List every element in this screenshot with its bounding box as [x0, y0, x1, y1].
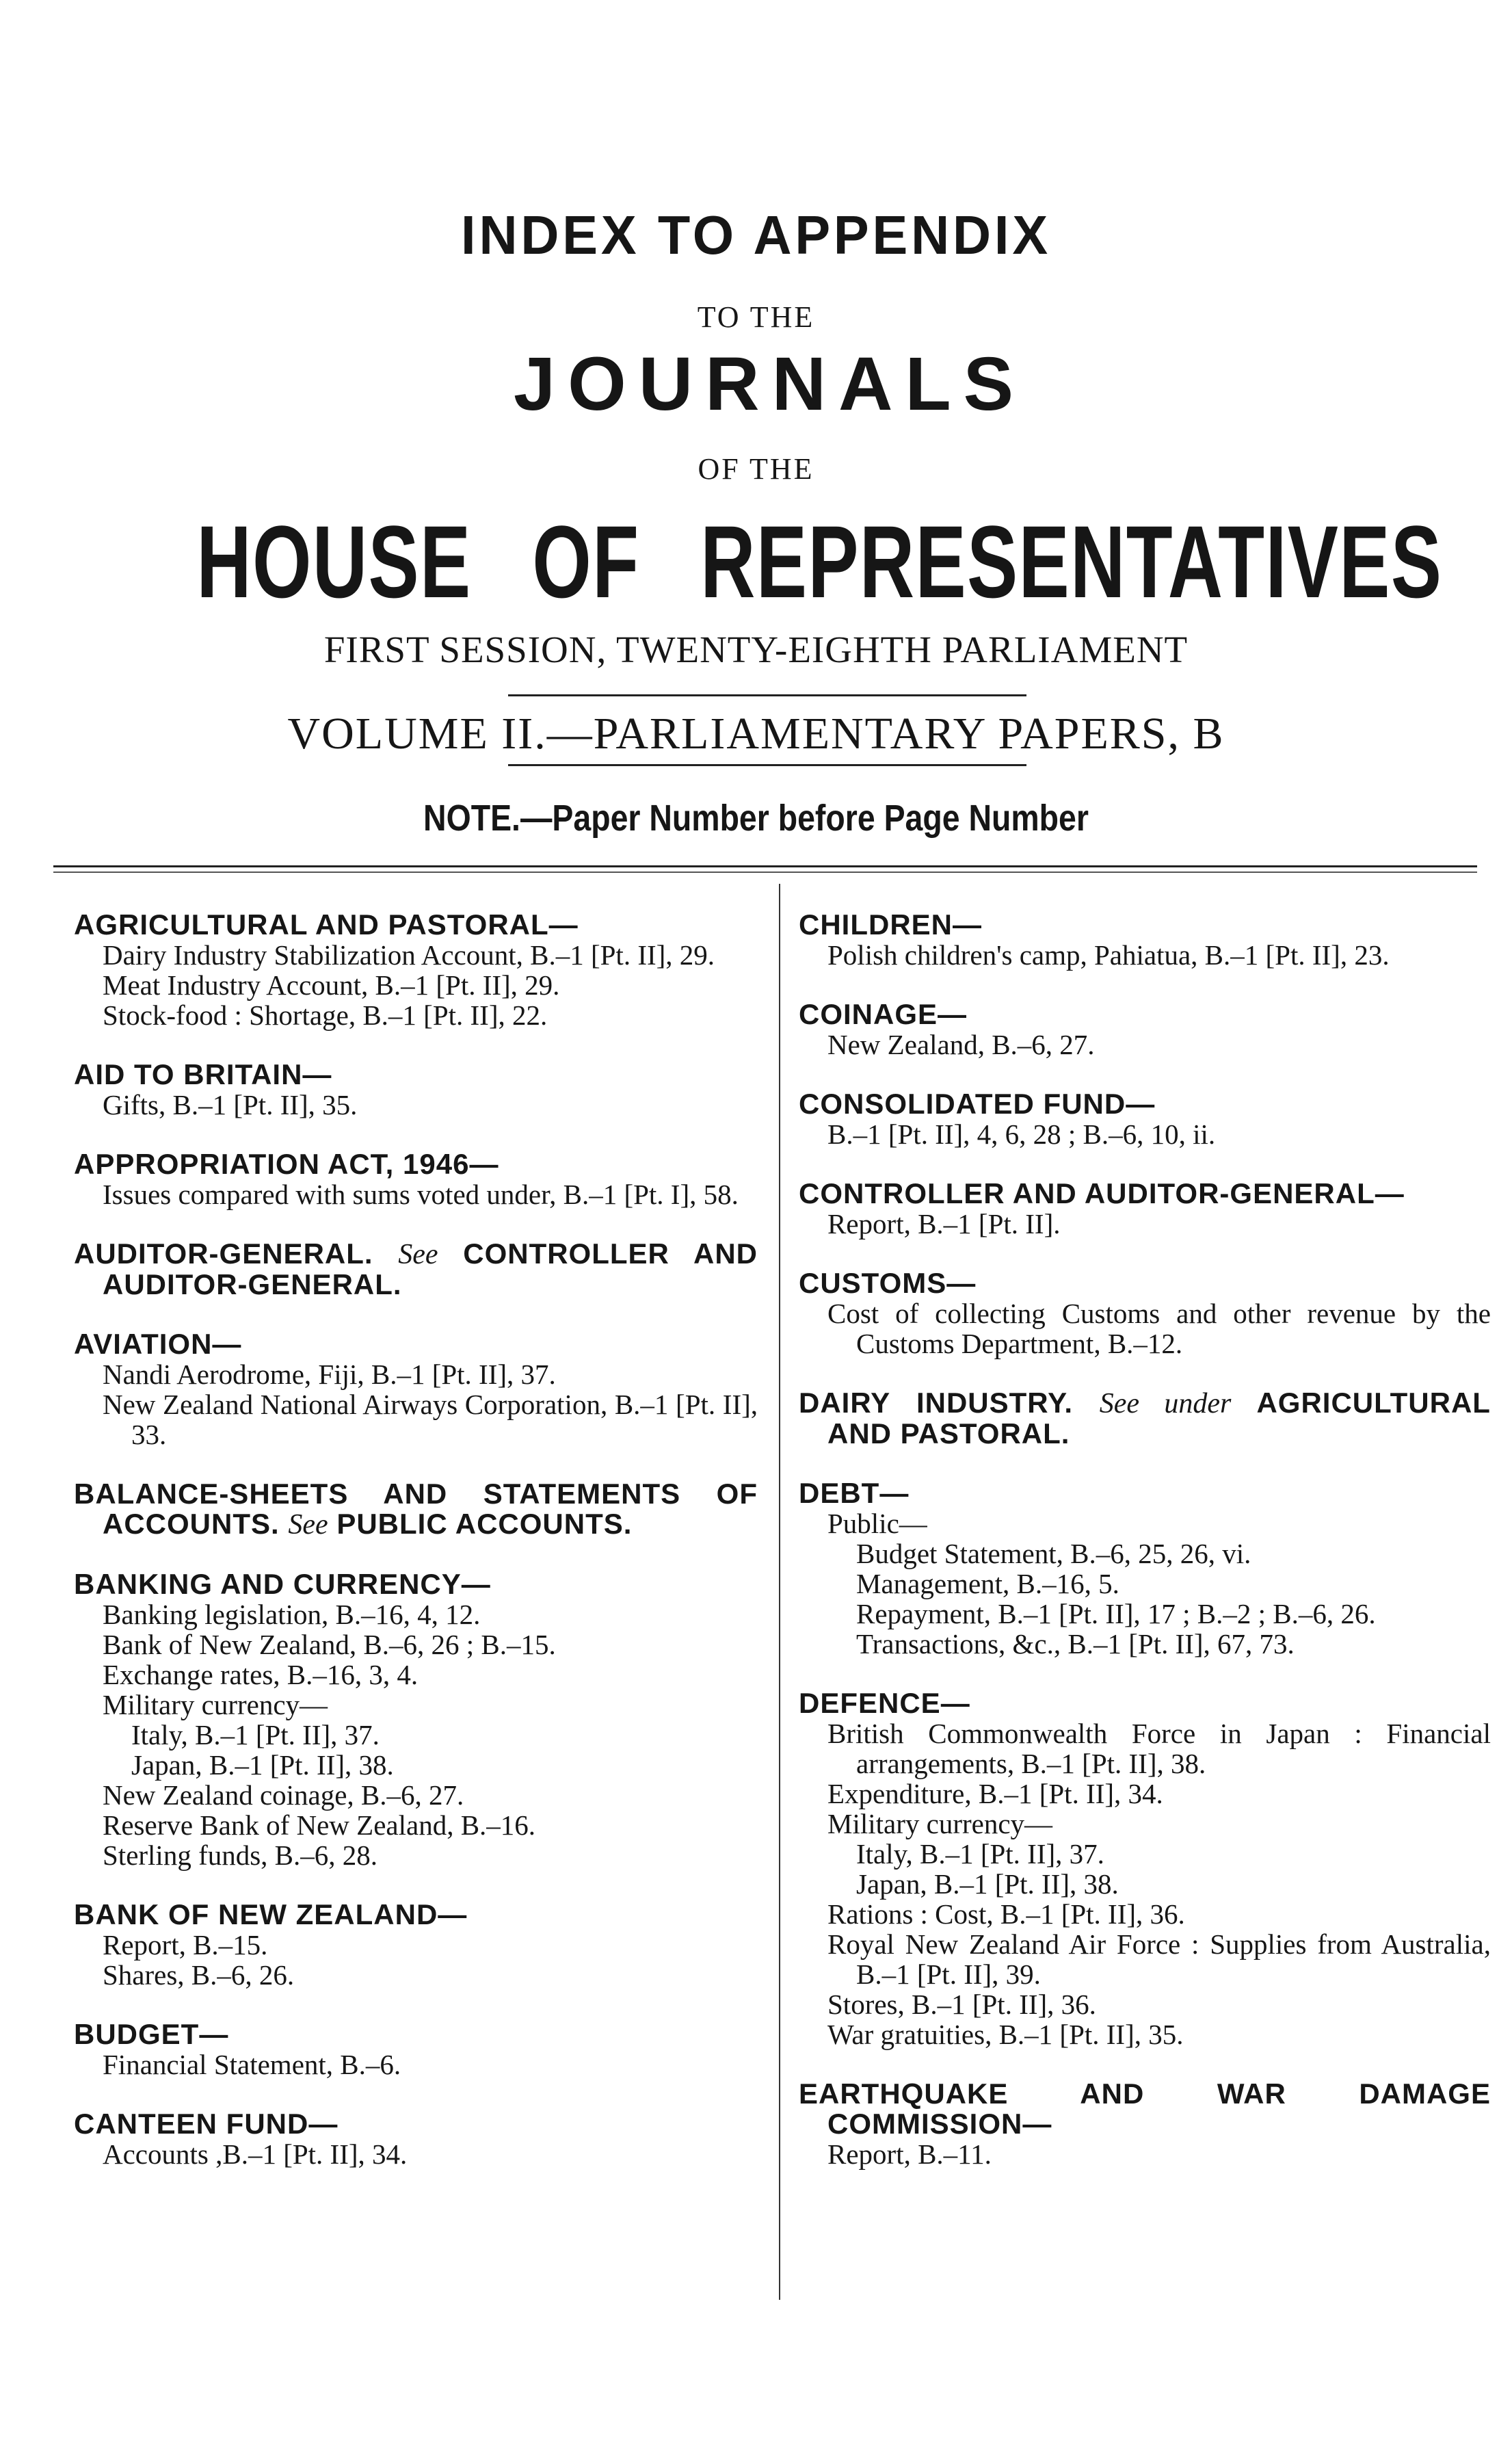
index-heading [74, 1060, 758, 1090]
divider-top [508, 694, 1026, 696]
heading-text: DEBT— [799, 1477, 910, 1509]
index-subentry: Public— [827, 1508, 927, 1539]
index-subentry: Sterling funds, B.–6, 28. [103, 1839, 378, 1871]
title-word-house: HOUSE [196, 504, 472, 619]
index-subentry: Financial Statement, B.–6. [103, 2049, 401, 2080]
index-entry-coinage [799, 999, 1491, 1060]
index-entry-bank-of-new-zealand [74, 1900, 758, 1990]
index-entry-controller-and-auditor-general [799, 1179, 1491, 1239]
heading-text: AVIATION— [74, 1328, 242, 1360]
index-subentry: Stores, B.–1 [Pt. II], 36. [827, 1989, 1096, 2020]
index-subentry: Stock-food : Shortage, B.–1 [Pt. II], 22. [103, 999, 548, 1031]
index-subentry: Dairy Industry Stabilization Account, B.–1 [Pt. II], 29. [103, 939, 715, 971]
heading-text: AID TO BRITAIN— [74, 1058, 332, 1090]
heading-text: COINAGE— [799, 998, 968, 1030]
index-subentry: Banking legislation, B.–16, 4, 12. [103, 1599, 481, 1630]
index-subentry: Polish children's camp, Pahiatua, B.–1 [Pt. II], 23. [827, 939, 1390, 971]
index-subentry: Budget Statement, B.–6, 25, 26, vi. [856, 1538, 1251, 1569]
index-entry-customs [799, 1268, 1491, 1359]
title-word-representatives: REPRESENTATIVES [700, 504, 1443, 619]
index-subentry: Italy, B.–1 [Pt. II], 37. [856, 1838, 1104, 1870]
index-subentry: Rations : Cost, B.–1 [Pt. II], 36. [827, 1898, 1185, 1930]
index-entry-auditor-general [74, 1239, 758, 1300]
index-subentry: Accounts ,B.–1 [Pt. II], 34. [103, 2138, 408, 2170]
heading-text: BANK OF NEW ZEALAND— [74, 1898, 468, 1930]
see-reference: See [288, 1509, 328, 1541]
index-column-right [799, 910, 1491, 2199]
index-subentry: Repayment, B.–1 [Pt. II], 17 ; B.–2 ; B.–6, 26. [856, 1598, 1376, 1629]
index-subentry: Issues compared with sums voted under, B.–1 [Pt. I], 58. [103, 1179, 739, 1210]
index-subentry: Italy, B.–1 [Pt. II], 37. [131, 1719, 380, 1751]
heading-text: CANTEEN FUND— [74, 2108, 339, 2140]
index-subentry: Reserve Bank of New Zealand, B.–16. [103, 1809, 536, 1841]
index-entry-earthquake-and-war-damage-commission [799, 2079, 1491, 2169]
index-subentry: Report, B.–11. [827, 2138, 992, 2170]
title-house-of-representatives [196, 503, 1443, 621]
heading-text: EARTHQUAKE AND WAR DAMAGE COMMISSION— [799, 2078, 1491, 2140]
title-word-of: OF [532, 504, 640, 619]
subtitle-to-the: TO THE [697, 300, 815, 334]
index-heading [74, 1329, 758, 1359]
index-heading [799, 1478, 1491, 1508]
index-subentry: Royal New Zealand Air Force : Supplies from Australia, B.–1 [Pt. II], 39. [827, 1928, 1491, 1990]
note-line: NOTE.—Paper Number before Page Number [423, 798, 1089, 839]
index-subentry: New Zealand National Airways Corporation, B.–1 [Pt. II], 33. [103, 1389, 758, 1450]
index-entry-aid-to-britain [74, 1060, 758, 1120]
index-subentry: Expenditure, B.–1 [Pt. II], 34. [827, 1778, 1163, 1809]
index-entry-defence [799, 1688, 1491, 2049]
index-subentry: Cost of collecting Customs and other revenue by the Customs Department, B.–12. [827, 1298, 1491, 1359]
index-heading [74, 2109, 758, 2139]
index-entry-agricultural-and-pastoral [74, 910, 758, 1030]
index-subentry: Gifts, B.–1 [Pt. II], 35. [103, 1089, 358, 1120]
heading-text: DAIRY INDUSTRY. [799, 1387, 1074, 1419]
index-heading [74, 910, 758, 940]
column-divider [779, 884, 780, 2300]
index-heading [799, 2079, 1491, 2139]
index-entry-banking-and-currency [74, 1569, 758, 1870]
index-subentry: Military currency— [827, 1808, 1053, 1839]
heading-text: CUSTOMS— [799, 1267, 977, 1299]
heading-text: CONTROLLER AND AUDITOR-GENERAL— [799, 1177, 1405, 1209]
subtitle-of-the: OF THE [698, 452, 814, 486]
heading-text: AGRICULTURAL AND PASTORAL— [74, 908, 579, 941]
index-subentry: Report, B.–15. [103, 1929, 268, 1961]
index-heading [74, 1479, 758, 1540]
index-subentry: New Zealand, B.–6, 27. [827, 1029, 1095, 1060]
see-reference: See [398, 1239, 438, 1270]
index-entry-consolidated-fund [799, 1089, 1491, 1149]
index-heading [799, 999, 1491, 1030]
index-heading [799, 1388, 1491, 1449]
heading-text: CHILDREN— [799, 908, 982, 941]
index-entry-aviation [74, 1329, 758, 1450]
heading-text: APPROPRIATION ACT, 1946— [74, 1148, 499, 1180]
index-heading [74, 1900, 758, 1930]
index-subentry: Report, B.–1 [Pt. II]. [827, 1208, 1061, 1240]
see-target: CONTROLLER AND AUDITOR-GENERAL. [103, 1237, 758, 1300]
index-subentry: New Zealand coinage, B.–6, 27. [103, 1779, 464, 1811]
heading-text: BUDGET— [74, 2018, 229, 2050]
index-heading [799, 1179, 1491, 1209]
index-entry-debt [799, 1478, 1491, 1659]
index-subentry: British Commonwealth Force in Japan : Financial arrangements, B.–1 [Pt. II], 38. [827, 1718, 1491, 1779]
divider-bottom [508, 764, 1026, 766]
index-subentry: Bank of New Zealand, B.–6, 26 ; B.–15. [103, 1629, 556, 1660]
index-heading [799, 1089, 1491, 1119]
index-entry-budget [74, 2019, 758, 2080]
index-heading [74, 1239, 758, 1300]
heading-text: BANKING AND CURRENCY— [74, 1568, 491, 1600]
index-subentry: Transactions, &c., B.–1 [Pt. II], 67, 73. [856, 1628, 1295, 1660]
index-subentry: Japan, B.–1 [Pt. II], 38. [131, 1749, 394, 1781]
index-subentry: B.–1 [Pt. II], 4, 6, 28 ; B.–6, 10, ii. [827, 1118, 1216, 1150]
index-entry-children [799, 910, 1491, 970]
index-subentry: Military currency— [103, 1689, 328, 1720]
index-heading [799, 1268, 1491, 1298]
heading-text: DEFENCE— [799, 1687, 970, 1719]
see-target: AGRICULTURAL AND PASTORAL. [827, 1387, 1491, 1450]
index-subentry: Exchange rates, B.–16, 3, 4. [103, 1659, 419, 1690]
volume-title: VOLUME II.—PARLIAMENTARY PAPERS, B [287, 709, 1225, 759]
index-heading [74, 1569, 758, 1599]
index-heading [799, 1688, 1491, 1718]
index-subentry: Nandi Aerodrome, Fiji, B.–1 [Pt. II], 37. [103, 1359, 556, 1390]
index-heading [799, 910, 1491, 940]
index-subentry: Japan, B.–1 [Pt. II], 38. [856, 1868, 1119, 1900]
index-entry-dairy-industry [799, 1388, 1491, 1449]
double-rule-lower [53, 871, 1477, 873]
heading-text: AUDITOR-GENERAL. [74, 1237, 373, 1270]
heading-text: BALANCE-SHEETS AND STATEMENTS OF ACCOUNTS. [74, 1478, 758, 1540]
index-subentry: Shares, B.–6, 26. [103, 1959, 295, 1991]
index-column-left [74, 910, 758, 2199]
see-reference: See under [1099, 1388, 1232, 1419]
index-entry-appropriation-act-1946 [74, 1149, 758, 1209]
title-journals: JOURNALS [513, 342, 1026, 426]
index-subentry: War gratuities, B.–1 [Pt. II], 35. [827, 2019, 1184, 2050]
index-heading [74, 2019, 758, 2049]
index-subentry: Meat Industry Account, B.–1 [Pt. II], 29. [103, 969, 560, 1001]
double-rule-upper [53, 865, 1477, 867]
see-target: PUBLIC ACCOUNTS. [336, 1508, 633, 1540]
title-index-to-appendix: INDEX TO APPENDIX [461, 205, 1051, 265]
index-entry-canteen-fund [74, 2109, 758, 2169]
index-subentry: Management, B.–16, 5. [856, 1568, 1119, 1599]
heading-text: CONSOLIDATED FUND— [799, 1088, 1156, 1120]
session-line: FIRST SESSION, TWENTY-EIGHTH PARLIAMENT [323, 629, 1189, 670]
index-entry-balance-sheets-and-statements-of-accounts [74, 1479, 758, 1540]
index-heading [74, 1149, 758, 1179]
